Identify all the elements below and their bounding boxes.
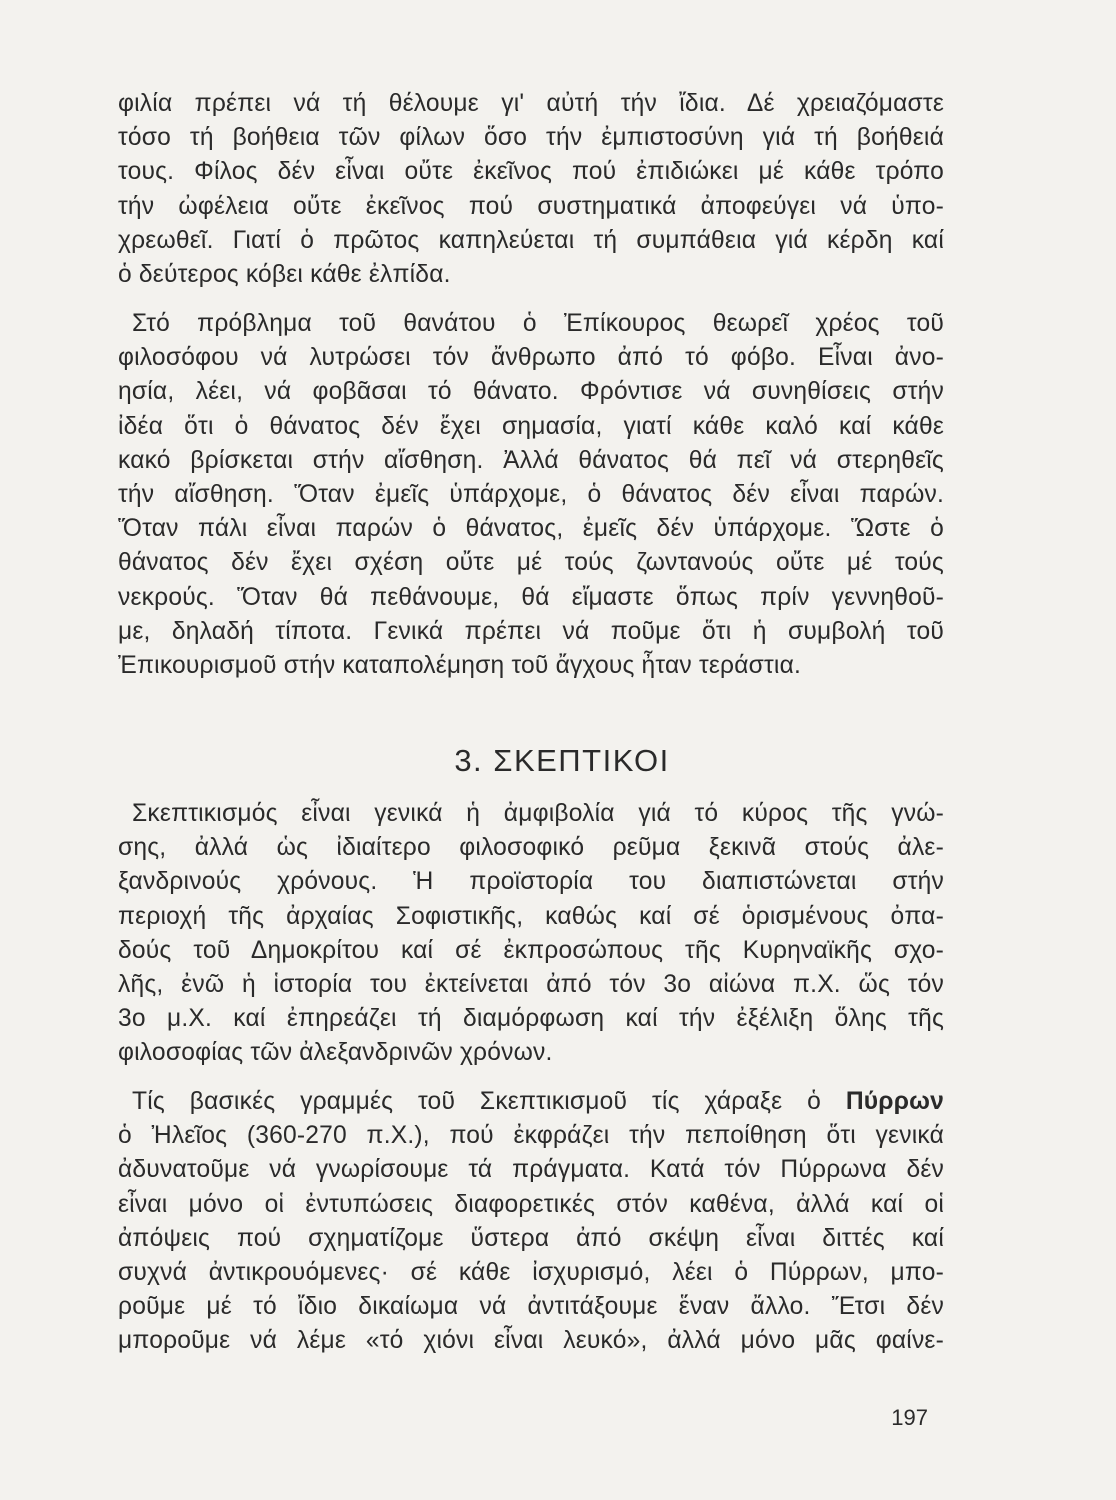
text-fragment: Τίς βασικές γραμμές τοῦ Σκεπτικισμοῦ τίς χάραξε ὁ [132,1088,846,1115]
text-line [118,1085,944,1119]
text-line: περιοχή τῆς ἀρχαίας Σοφιστικῆς, καθώς καί σέ ὁρισμένους ὀπα- [118,902,944,930]
text-line: ἀπόψεις πού σχηματίζομε ὕστερα ἀπό σκέψη εἶναι διττές καί [118,1224,944,1252]
text-line: χρεωθεῖ. Γιατί ὁ πρῶτος καπηλεύεται τή συμπάθεια γιά κέρδη καί [118,226,944,254]
text-line: σης, ἀλλά ὡς ἰδιαίτερο φιλοσοφικό ρεῦμα ξεκινᾶ στούς ἀλε- [118,834,944,862]
text-line: συχνά ἀντικρουόμενες· σέ κάθε ἰσχυρισμό, λέει ὁ Πύρρων, μπο- [118,1259,944,1287]
text-line: ησία, λέει, νά φοβᾶσαι τό θάνατο. Φρόντισε νά συνηθίσεις στήν [118,378,944,406]
paragraph-skepticism [118,797,944,1071]
text-line: δούς τοῦ Δημοκρίτου καί σέ ἐκπροσώπους τῆς Κυρηναϊκῆς σχο- [118,936,944,964]
page-number: 197 [891,1405,928,1430]
text-line: ξανδρινούς χρόνους. Ἡ προϊστορία του διαπιστώνεται στήν [118,868,944,896]
paragraph-friendship [118,87,944,292]
paragraph-pyrrho [118,1085,944,1359]
text-line: ὁ Ἠλεῖος (360-270 π.Χ.), πού ἐκφράζει τήν πεποίθηση ὅτι γενικά [118,1122,944,1150]
text-line: θάνατος δέν ἔχει σχέση οὔτε μέ τούς ζωντανούς οὔτε μέ τούς [118,549,944,577]
text-line: φιλία πρέπει νά τή θέλουμε γι' αὐτή τήν ἴδια. Δέ χρειαζόμαστε [118,90,944,117]
section-heading: 3. ΣΚΕΠΤΙΚΟΙ [454,743,670,778]
text-line: Ἐπικουρισμοῦ στήν καταπολέμηση τοῦ ἄγχους ἦταν τεράστια. [118,652,802,680]
text-line: ροῦμε μέ τό ἴδιο δικαίωμα νά ἀντιτάξουμε ἕναν ἄλλο. Ἔτσι δέν [118,1293,944,1321]
text-line: τήν αἴσθηση. Ὅταν ἐμεῖς ὑπάρχομε, ὁ θάνατος δέν εἶναι παρών. [118,481,944,509]
text-line: τους. Φίλος δέν εἶναι οὔτε ἐκεῖνος πού ἐπιδιώκει μέ κάθε τρόπο [118,158,944,186]
text-line: 3ο μ.Χ. καί ἐπηρεάζει τή διαμόρφωση καί τήν ἐξέλιξη ὅλης τῆς [118,1005,944,1033]
text-line: ἰδέα ὅτι ὁ θάνατος δέν ἔχει σημασία, γιατί κάθε καλό καί κάθε [118,412,944,440]
text-line: Ὅταν πάλι εἶναι παρών ὁ θάνατος, ἐμεῖς δέν ὑπάρχομε. Ὥστε ὁ [118,515,944,543]
text-line: μποροῦμε νά λέμε «τό χιόνι εἶναι λευκό», ἀλλά μόνο μᾶς φαίνε- [118,1327,944,1355]
text-line: Σκεπτικισμός εἶναι γενικά ἡ ἀμφιβολία γιά τό κύρος τῆς γνώ- [132,800,944,827]
text-line: λῆς, ἐνῶ ἡ ἱστορία του ἐκτείνεται ἀπό τόν 3ο αἰώνα π.Χ. ὥς τόν [118,971,944,999]
text-line: Στό πρόβλημα τοῦ θανάτου ὁ Ἐπίκουρος θεωρεῖ χρέος τοῦ [132,310,944,337]
pyrrho-name: Πύρρων [845,1088,944,1115]
text-line: κακό βρίσκεται στήν αἴσθηση. Ἀλλά θάνατος θά πεῖ νά στερηθεῖς [118,446,944,474]
text-line: τήν ὠφέλεια οὔτε ἐκεῖνος πού συστηματικά ἀποφεύγει νά ὑπο- [118,192,944,220]
text-line: φιλοσοφίας τῶν ἀλεξανδρινῶν χρόνων. [118,1039,553,1067]
text-line: με, δηλαδή τίποτα. Γενικά πρέπει νά ποῦμε ὅτι ἡ συμβολή τοῦ [118,617,944,645]
text-line: ἀδυνατοῦμε νά γνωρίσουμε τά πράγματα. Κατά τόν Πύρρωνα δέν [118,1156,944,1184]
text-line: τόσο τή βοήθεια τῶν φίλων ὅσο τήν ἐμπιστοσύνη γιά τή βοήθειά [118,124,944,152]
paragraph-death [118,307,944,683]
text-line: νεκρούς. Ὅταν θά πεθάνουμε, θά εἴμαστε ὅπως πρίν γεννηθοῦ- [118,583,944,611]
text-line: ὁ δεύτερος κόβει κάθε ἐλπίδα. [118,261,451,289]
text-line: φιλοσόφου νά λυτρώσει τόν ἄνθρωπο ἀπό τό φόβο. Εἶναι ἀνο- [118,344,944,372]
text-line: εἶναι μόνο οἱ ἐντυπώσεις διαφορετικές στόν καθένα, ἀλλά καί οἱ [118,1190,944,1218]
